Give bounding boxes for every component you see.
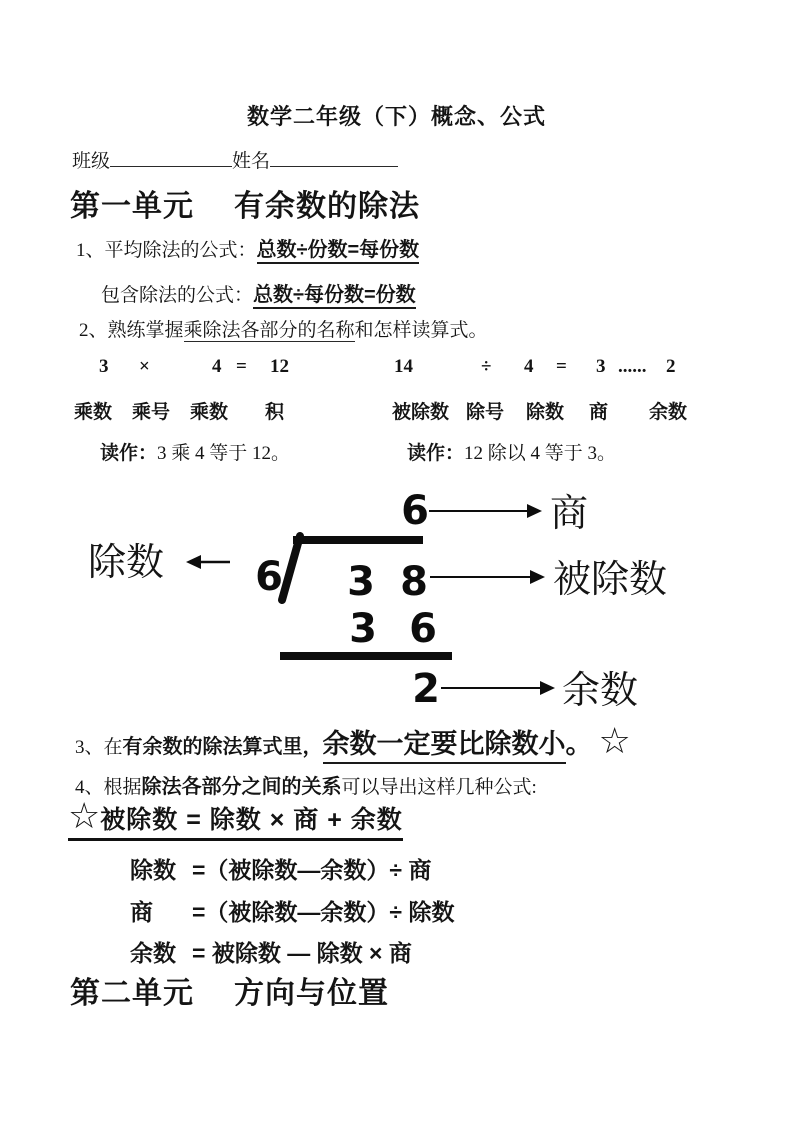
item3-highlight: 余数一定要比除数小 <box>323 722 566 764</box>
item1-label: 1、平均除法的公式： <box>76 240 257 261</box>
derived-formula-line <box>130 935 412 968</box>
item2-prefix: 2、熟练掌握 <box>79 320 184 341</box>
dividend-tens: 3 <box>347 559 375 605</box>
unit1-heading <box>70 181 420 225</box>
starred-formula-line <box>68 796 403 841</box>
formula-label: 商 <box>130 899 153 925</box>
div-part-label: 除号 <box>466 402 505 423</box>
div-read-line <box>407 438 616 465</box>
mult-token: = <box>236 356 247 377</box>
remainder-value: 2 <box>412 666 440 712</box>
item2-suffix: 和怎样读算式。 <box>354 320 488 341</box>
unit2-number: 第二单元 <box>70 977 194 1010</box>
item4-line <box>75 770 537 799</box>
item1b-formula: 总数÷每份数=份数 <box>253 284 416 309</box>
division-bracket-bar <box>293 536 423 544</box>
star-icon: ☆ <box>68 796 101 837</box>
item4-suffix: 可以导出这样几种公式: <box>341 777 537 798</box>
item3-line <box>75 722 631 764</box>
subtraction-line <box>280 652 452 660</box>
mult-part-label: 乘数 <box>74 402 113 423</box>
div-token: 3 <box>596 356 606 377</box>
name-label: 姓名 <box>232 151 271 172</box>
mult-part-label: 积 <box>265 402 285 423</box>
mult-read-label: 读作： <box>100 443 158 464</box>
dividend-ones: 8 <box>400 559 428 605</box>
quotient-label: 商 <box>550 493 589 535</box>
div-part-label: 除数 <box>526 402 565 423</box>
item3-prefix: 3、在 <box>75 737 123 758</box>
mult-read-text: 3 乘 4 等于 12。 <box>157 443 291 464</box>
class-label: 班级 <box>72 151 111 172</box>
long-division-diagram <box>0 480 793 720</box>
div-part-label: 被除数 <box>392 402 450 423</box>
item1b-line <box>101 278 416 307</box>
remainder-label: 余数 <box>562 670 639 712</box>
product-tens: 3 <box>349 606 377 652</box>
div-token: 2 <box>666 356 676 377</box>
div-token: 4 <box>524 356 534 377</box>
item2-underlined: 乘除法各部分的名称 <box>183 320 355 341</box>
formula-rest: =（被除数—余数）÷ 商 <box>192 857 432 883</box>
formula-rest: = 被除数 — 除数 × 商 <box>192 940 412 966</box>
mult-token: 12 <box>270 356 289 377</box>
div-token: = <box>556 356 567 377</box>
class-blank-line <box>110 146 232 167</box>
starred-formula-text: 被除数 = 除数 × 商 + 余数 <box>100 806 403 834</box>
unit2-heading <box>70 968 389 1012</box>
formula-rest: =（被除数—余数）÷ 除数 <box>192 899 455 925</box>
mult-token: 3 <box>99 356 109 377</box>
derived-formula-line <box>130 852 431 885</box>
mult-part-label: 乘数 <box>190 402 229 423</box>
dividend-label: 被除数 <box>553 559 668 601</box>
formula-label: 余数 <box>130 940 176 966</box>
div-part-label: 商 <box>589 402 609 423</box>
div-token: ...... <box>618 356 647 377</box>
mult-read-line <box>100 438 290 465</box>
div-token: ÷ <box>481 356 492 377</box>
div-read-text: 12 除以 4 等于 3。 <box>464 443 617 464</box>
divisor-arrow-head <box>186 555 201 569</box>
mult-token: × <box>139 356 150 377</box>
mult-part-label: 乘号 <box>132 402 171 423</box>
item2-line <box>79 315 488 342</box>
div-part-label: 余数 <box>649 402 688 423</box>
page-title: 数学二年级（下）概念、公式 <box>246 104 546 129</box>
item1b-label: 包含除法的公式： <box>101 285 254 306</box>
item1-line <box>76 233 419 262</box>
fill-in-row <box>72 146 398 173</box>
product-ones: 6 <box>409 606 437 652</box>
mult-token: 4 <box>212 356 222 377</box>
star-icon: ☆ <box>598 721 631 762</box>
quotient-arrow-head <box>527 504 542 518</box>
item3-period: 。 <box>565 729 593 759</box>
unit2-title: 方向与位置 <box>234 977 389 1010</box>
name-blank-line <box>270 146 398 167</box>
division-bracket-slash <box>282 536 300 600</box>
item1-formula: 总数÷份数=每份数 <box>257 239 420 264</box>
unit1-title: 有余数的除法 <box>234 190 420 223</box>
derived-formula-line <box>130 894 454 927</box>
divisor-value: 6 <box>255 554 283 600</box>
item4-bold: 除法各部分之间的关系 <box>141 776 342 798</box>
equations-row <box>0 356 793 380</box>
item4-prefix: 4、根据 <box>75 777 142 798</box>
divisor-label: 除数 <box>88 542 165 584</box>
div-token: 14 <box>394 356 413 377</box>
remainder-arrow-head <box>540 681 555 695</box>
formula-label: 除数 <box>130 857 176 883</box>
dividend-arrow-head <box>530 570 545 584</box>
unit1-number: 第一单元 <box>70 190 194 223</box>
quotient-value: 6 <box>401 488 429 534</box>
div-read-label: 读作： <box>407 443 465 464</box>
part-labels-row <box>0 397 793 423</box>
item3-bold: 有余数的除法算式里， <box>122 736 323 758</box>
